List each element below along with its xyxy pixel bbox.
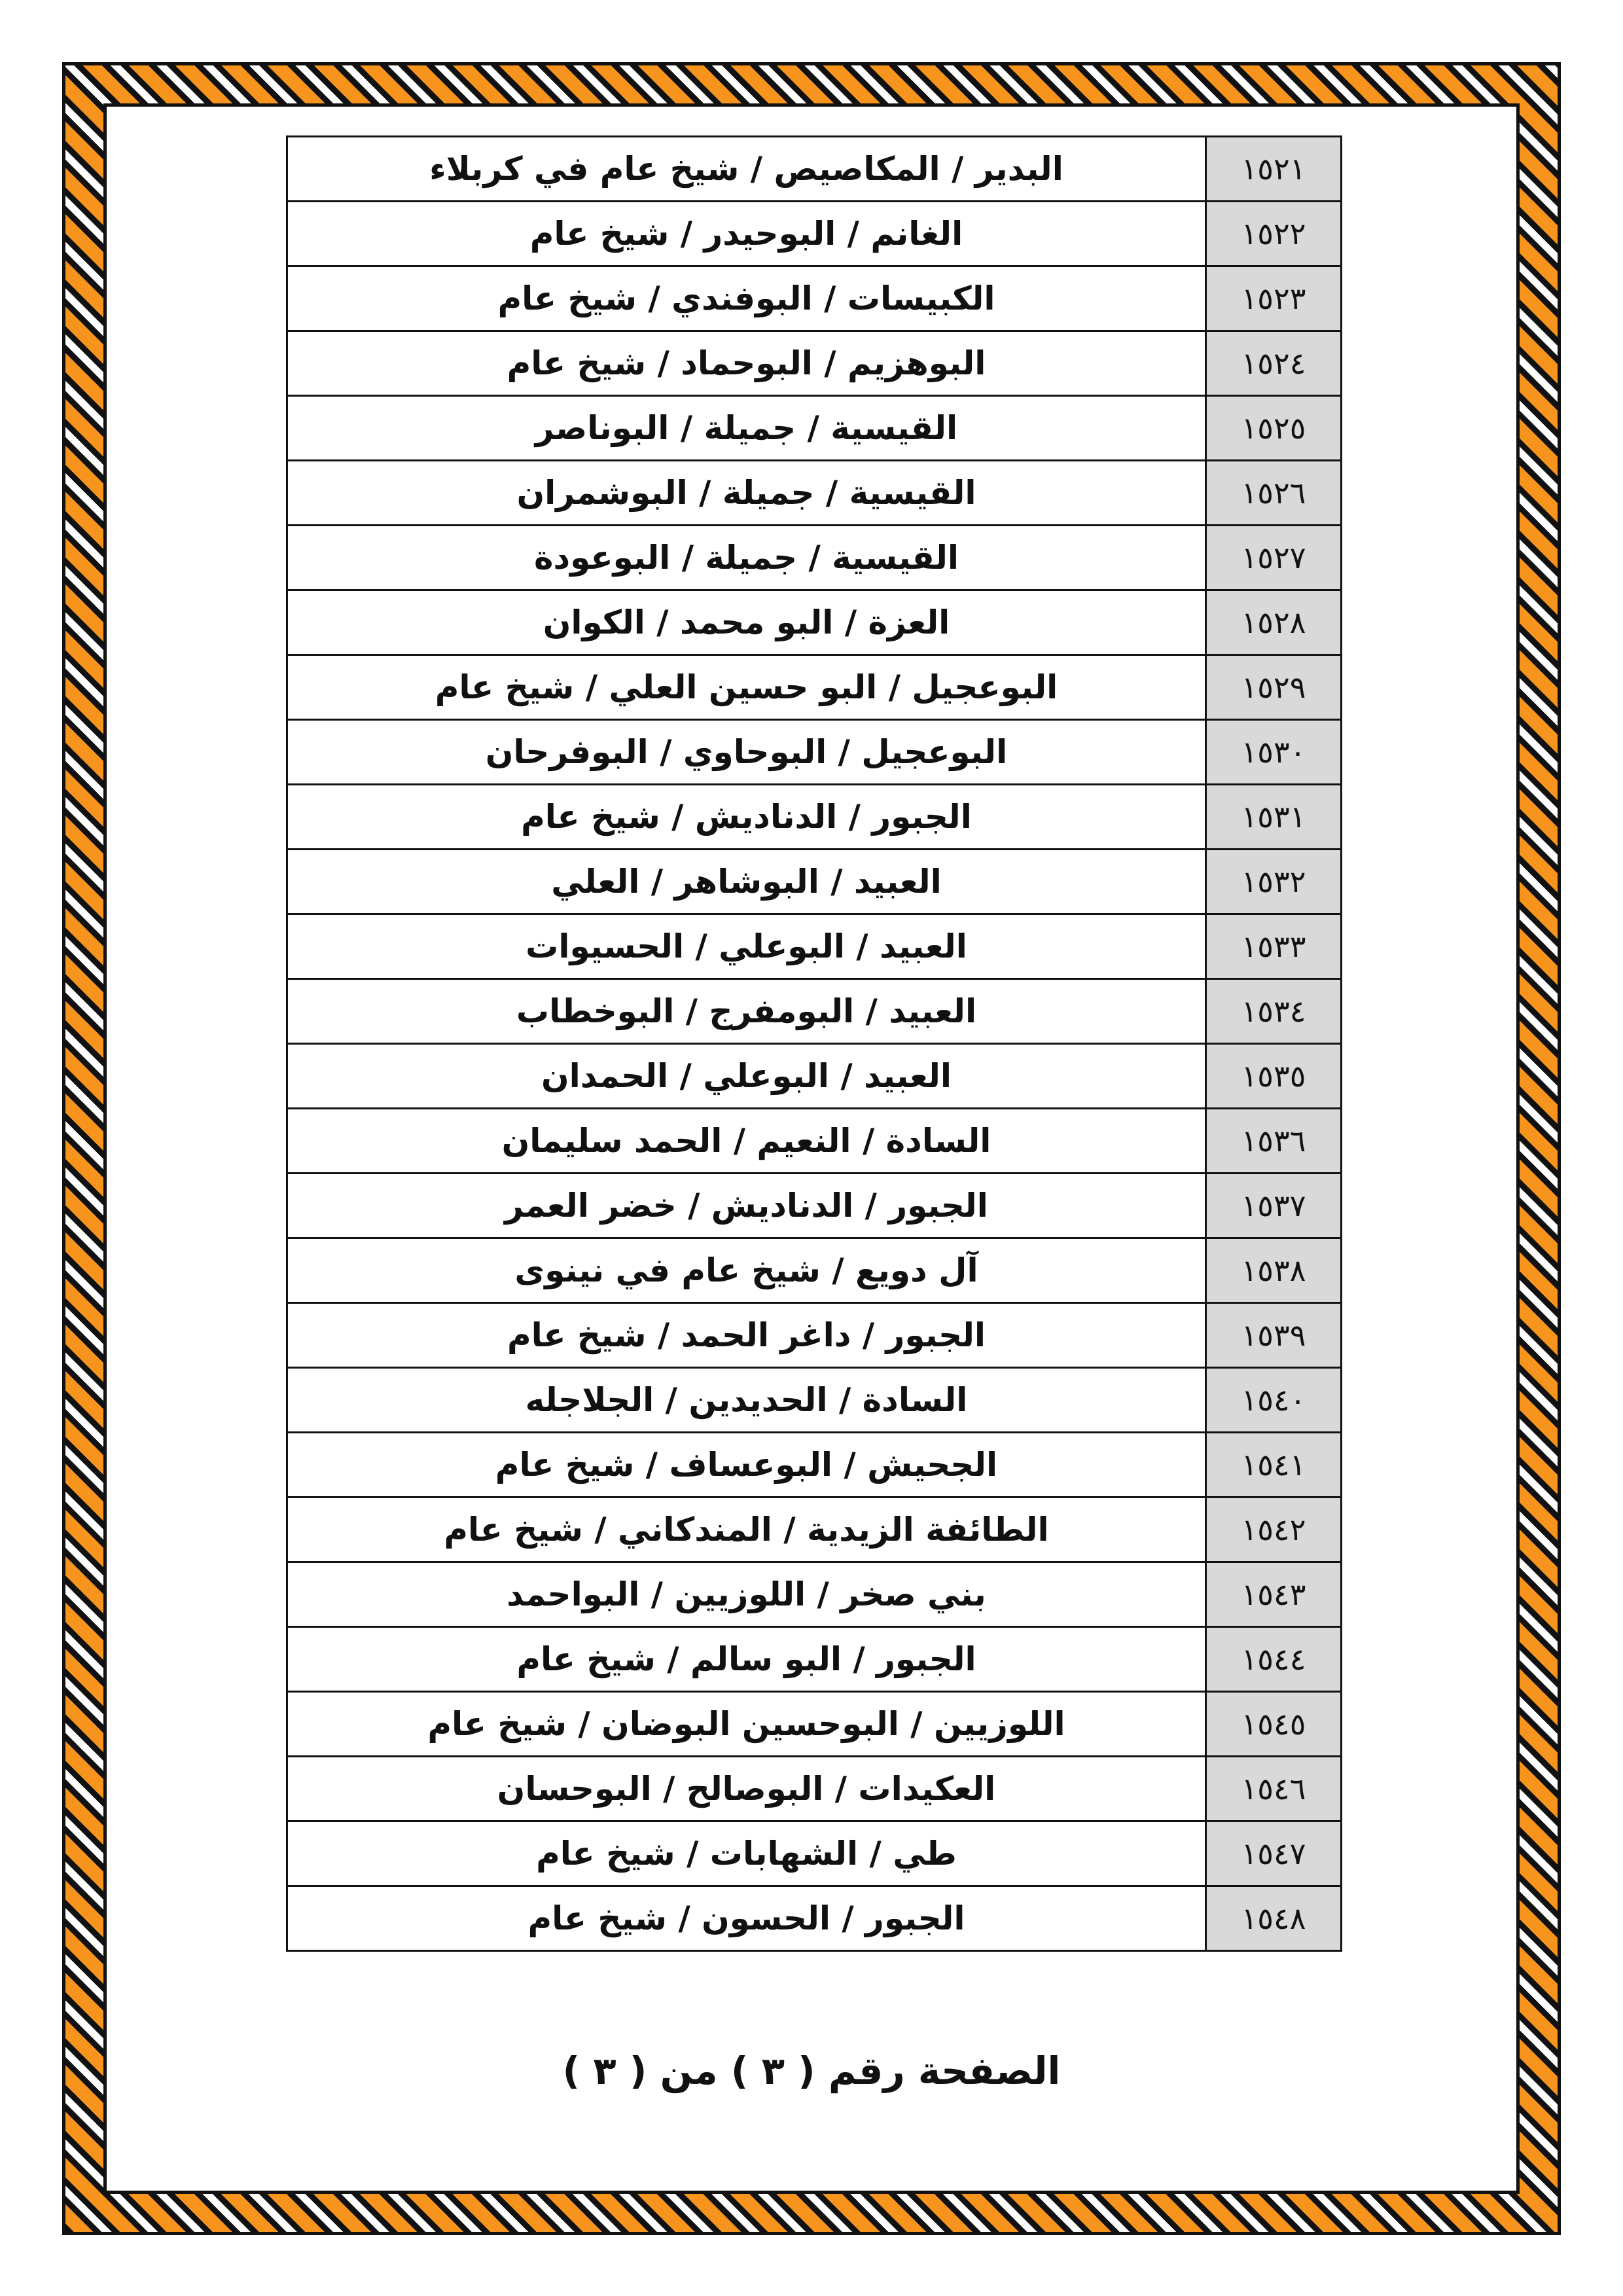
row-name-cell: السادة / الحديدين / الجلاجله <box>287 1368 1206 1433</box>
table-row <box>287 526 1342 590</box>
row-number-cell: ١٥٣٤ <box>1206 979 1342 1044</box>
table-row <box>287 1109 1342 1174</box>
row-number-cell: ١٥٣١ <box>1206 785 1342 850</box>
table-row <box>287 1498 1342 1562</box>
table-row <box>287 1303 1342 1368</box>
table-row <box>287 461 1342 526</box>
row-name-cell: العبيد / البوعلي / الحسيوات <box>287 914 1206 979</box>
row-name-cell: البدير / المكاصيص / شيخ عام في كربلاء <box>287 137 1206 202</box>
row-number-cell: ١٥٤٤ <box>1206 1627 1342 1692</box>
table-row <box>287 331 1342 396</box>
row-number-cell: ١٥٣٩ <box>1206 1303 1342 1368</box>
table-row <box>287 1886 1342 1951</box>
table-row <box>287 720 1342 785</box>
table-row <box>287 850 1342 914</box>
row-name-cell: البوعجيل / البو حسين العلي / شيخ عام <box>287 655 1206 720</box>
row-name-cell: الطائفة الزيدية / المندكاني / شيخ عام <box>287 1498 1206 1562</box>
row-number-cell: ١٥٤٧ <box>1206 1821 1342 1886</box>
row-name-cell: العزة / البو محمد / الكوان <box>287 590 1206 655</box>
table-row <box>287 1627 1342 1692</box>
table-row <box>287 1238 1342 1303</box>
row-number-cell: ١٥٣٥ <box>1206 1044 1342 1109</box>
row-name-cell: طي / الشهابات / شيخ عام <box>287 1821 1206 1886</box>
table-row <box>287 1433 1342 1498</box>
row-number-cell: ١٥٢٧ <box>1206 526 1342 590</box>
row-number-cell: ١٥٢٤ <box>1206 331 1342 396</box>
row-name-cell: العبيد / البوعلي / الحمدان <box>287 1044 1206 1109</box>
row-name-cell: الجحيش / البوعساف / شيخ عام <box>287 1433 1206 1498</box>
row-name-cell: الغانم / البوحيدر / شيخ عام <box>287 202 1206 266</box>
row-name-cell: القيسية / جميلة / البوعودة <box>287 526 1206 590</box>
row-name-cell: الجبور / داغر الحمد / شيخ عام <box>287 1303 1206 1368</box>
row-number-cell: ١٥٣٦ <box>1206 1109 1342 1174</box>
row-name-cell: السادة / النعيم / الحمد سليمان <box>287 1109 1206 1174</box>
row-number-cell: ١٥٢٣ <box>1206 266 1342 331</box>
row-number-cell: ١٥٢٩ <box>1206 655 1342 720</box>
row-number-cell: ١٥٣٠ <box>1206 720 1342 785</box>
row-name-cell: القيسية / جميلة / البوناصر <box>287 396 1206 461</box>
row-name-cell: البوهزيم / البوحماد / شيخ عام <box>287 331 1206 396</box>
row-number-cell: ١٥٢٦ <box>1206 461 1342 526</box>
row-number-cell: ١٥٤٣ <box>1206 1562 1342 1627</box>
row-number-cell: ١٥٤٦ <box>1206 1757 1342 1821</box>
row-number-cell: ١٥٢١ <box>1206 137 1342 202</box>
row-name-cell: العبيد / البومفرج / البوخطاب <box>287 979 1206 1044</box>
row-name-cell: الجبور / الدناديش / شيخ عام <box>287 785 1206 850</box>
row-name-cell: البوعجيل / البوحاوي / البوفرحان <box>287 720 1206 785</box>
table-row <box>287 396 1342 461</box>
table-row <box>287 137 1342 202</box>
row-number-cell: ١٥٤٢ <box>1206 1498 1342 1562</box>
table-row <box>287 202 1342 266</box>
table-row <box>287 1562 1342 1627</box>
page-number-footer: الصفحة رقم ( ٣ ) من ( ٣ ) <box>562 2049 1061 2093</box>
row-number-cell: ١٥٤٨ <box>1206 1886 1342 1951</box>
table-row <box>287 1821 1342 1886</box>
row-name-cell: العبيد / البوشاهر / العلي <box>287 850 1206 914</box>
table-row <box>287 1174 1342 1238</box>
row-number-cell: ١٥٢٢ <box>1206 202 1342 266</box>
row-name-cell: بني صخر / اللوزيين / البواحمد <box>287 1562 1206 1627</box>
row-name-cell: اللوزيين / البوحسين البوضان / شيخ عام <box>287 1692 1206 1757</box>
row-name-cell: آل دويع / شيخ عام في نينوى <box>287 1238 1206 1303</box>
table-row <box>287 1368 1342 1433</box>
row-number-cell: ١٥٣٧ <box>1206 1174 1342 1238</box>
table-row <box>287 785 1342 850</box>
table-row <box>287 590 1342 655</box>
table-row <box>287 979 1342 1044</box>
row-name-cell: القيسية / جميلة / البوشمران <box>287 461 1206 526</box>
table-row <box>287 266 1342 331</box>
row-number-cell: ١٥٣٨ <box>1206 1238 1342 1303</box>
row-number-cell: ١٥٤٥ <box>1206 1692 1342 1757</box>
tribes-table-body <box>287 137 1342 1951</box>
row-name-cell: الجبور / الدناديش / خضر العمر <box>287 1174 1206 1238</box>
row-number-cell: ١٥٤١ <box>1206 1433 1342 1498</box>
row-number-cell: ١٥٣٢ <box>1206 850 1342 914</box>
row-number-cell: ١٥٢٥ <box>1206 396 1342 461</box>
row-number-cell: ١٥٤٠ <box>1206 1368 1342 1433</box>
row-number-cell: ١٥٣٣ <box>1206 914 1342 979</box>
row-number-cell: ١٥٢٨ <box>1206 590 1342 655</box>
table-row <box>287 1044 1342 1109</box>
table-row <box>287 1692 1342 1757</box>
row-name-cell: الجبور / البو سالم / شيخ عام <box>287 1627 1206 1692</box>
row-name-cell: العكيدات / البوصالح / البوحسان <box>287 1757 1206 1821</box>
table-row <box>287 1757 1342 1821</box>
tribes-table <box>286 135 1342 1952</box>
row-name-cell: الكبيسات / البوفندي / شيخ عام <box>287 266 1206 331</box>
table-row <box>287 914 1342 979</box>
row-name-cell: الجبور / الحسون / شيخ عام <box>287 1886 1206 1951</box>
table-row <box>287 655 1342 720</box>
